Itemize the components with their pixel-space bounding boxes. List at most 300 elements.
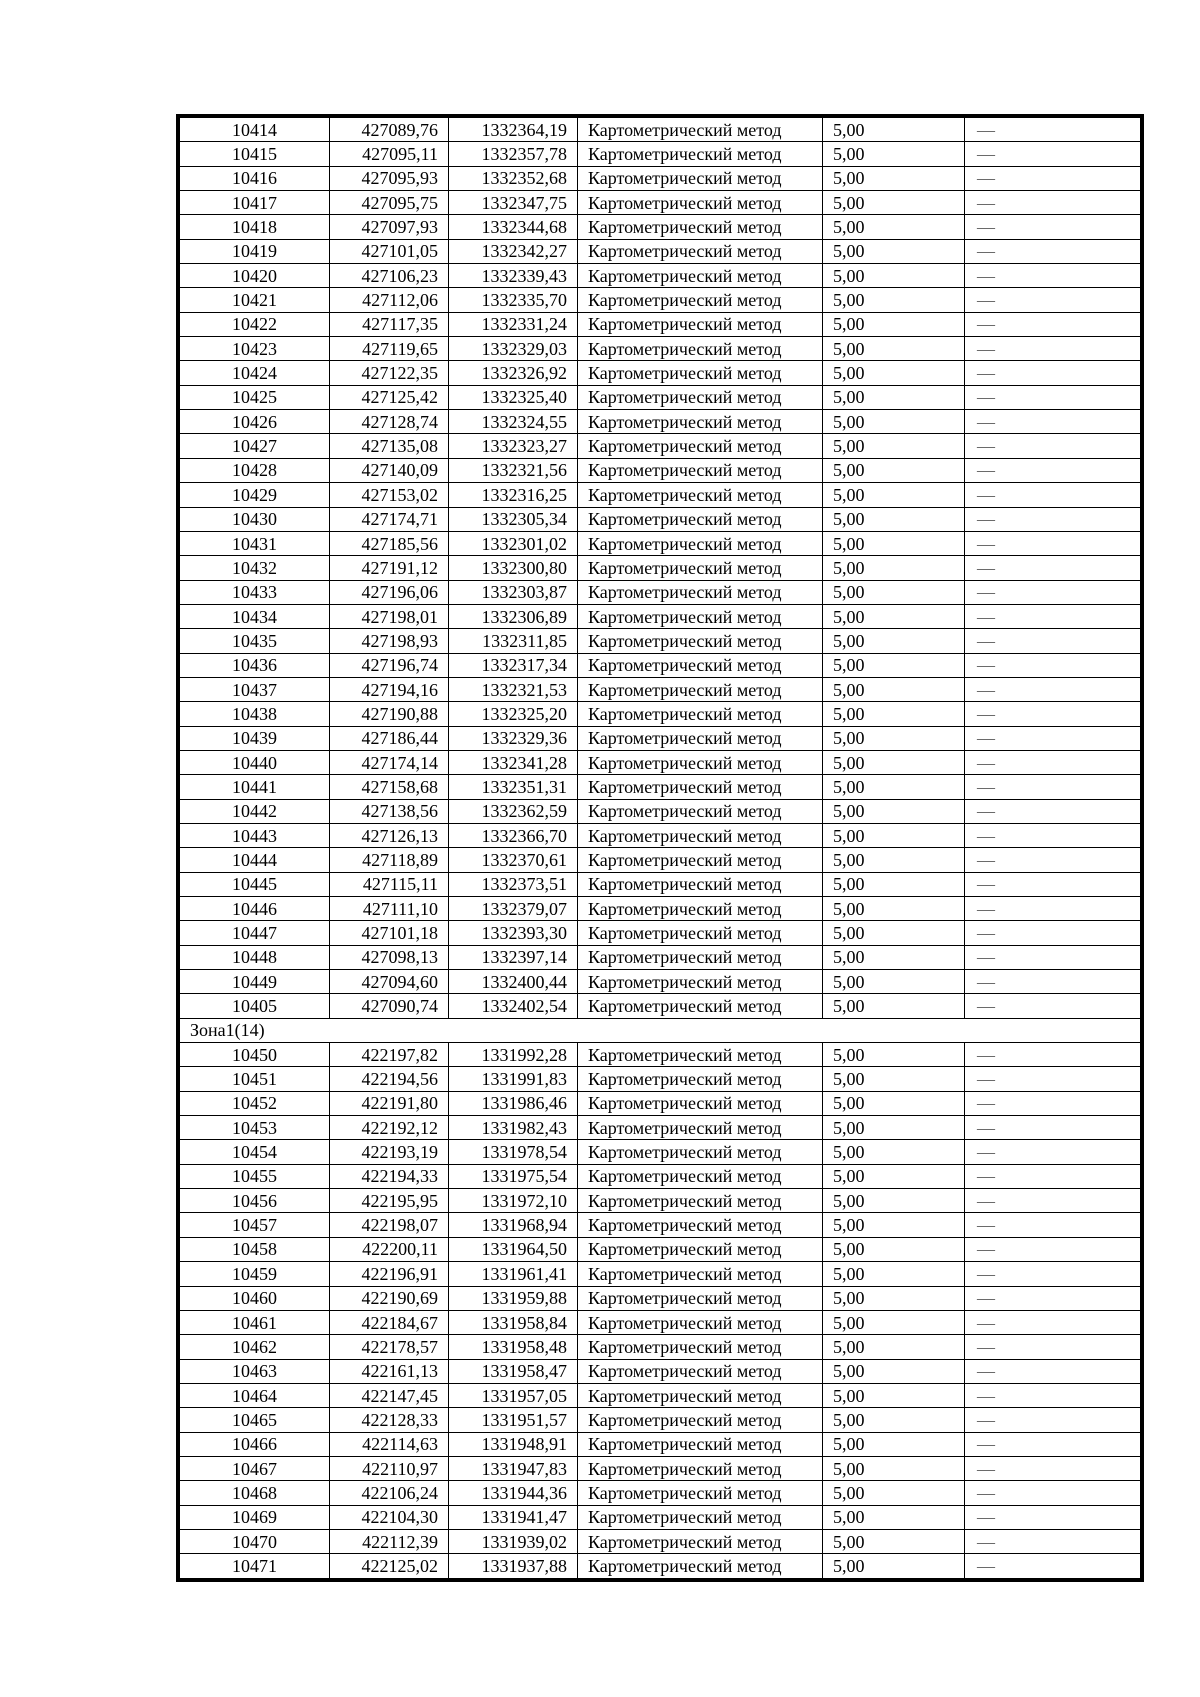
description-cell: — <box>965 1164 1141 1188</box>
method-cell: Картометрический метод <box>578 1091 823 1115</box>
x-coordinate-cell: 422200,11 <box>330 1237 449 1261</box>
point-number-cell: 10432 <box>180 556 330 580</box>
point-number-cell: 10415 <box>180 142 330 166</box>
description-cell: — <box>965 775 1141 799</box>
table-row <box>180 1067 1141 1091</box>
description-cell: — <box>965 1481 1141 1505</box>
x-coordinate-cell: 422192,12 <box>330 1116 449 1140</box>
y-coordinate-cell: 1331958,48 <box>449 1335 578 1359</box>
description-cell: — <box>965 653 1141 677</box>
accuracy-cell: 5,00 <box>823 1140 965 1164</box>
accuracy-cell: 5,00 <box>823 945 965 969</box>
description-cell: — <box>965 1213 1141 1237</box>
method-cell: Картометрический метод <box>578 1164 823 1188</box>
description-cell: — <box>965 1237 1141 1261</box>
coordinates-table-body <box>180 118 1141 1579</box>
description-cell: — <box>965 191 1141 215</box>
point-number-cell: 10434 <box>180 604 330 628</box>
description-cell: — <box>965 507 1141 531</box>
description-cell: — <box>965 921 1141 945</box>
table-row <box>180 823 1141 847</box>
accuracy-cell: 5,00 <box>823 1529 965 1553</box>
x-coordinate-cell: 427101,18 <box>330 921 449 945</box>
table-row <box>180 215 1141 239</box>
table-row <box>180 1237 1141 1261</box>
accuracy-cell: 5,00 <box>823 239 965 263</box>
accuracy-cell: 5,00 <box>823 1262 965 1286</box>
point-number-cell: 10465 <box>180 1408 330 1432</box>
table-row <box>180 872 1141 896</box>
x-coordinate-cell: 427122,35 <box>330 361 449 385</box>
accuracy-cell: 5,00 <box>823 1189 965 1213</box>
method-cell: Картометрический метод <box>578 507 823 531</box>
x-coordinate-cell: 427198,01 <box>330 604 449 628</box>
accuracy-cell: 5,00 <box>823 1456 965 1480</box>
point-number-cell: 10448 <box>180 945 330 969</box>
table-row <box>180 312 1141 336</box>
x-coordinate-cell: 427128,74 <box>330 410 449 434</box>
table-row <box>180 118 1141 142</box>
x-coordinate-cell: 422128,33 <box>330 1408 449 1432</box>
table-row <box>180 580 1141 604</box>
table-row <box>180 166 1141 190</box>
table-row <box>180 288 1141 312</box>
table-row <box>180 1091 1141 1115</box>
point-number-cell: 10463 <box>180 1359 330 1383</box>
method-cell: Картометрический метод <box>578 483 823 507</box>
method-cell: Картометрический метод <box>578 1529 823 1553</box>
accuracy-cell: 5,00 <box>823 312 965 336</box>
x-coordinate-cell: 422194,56 <box>330 1067 449 1091</box>
y-coordinate-cell: 1331975,54 <box>449 1164 578 1188</box>
y-coordinate-cell: 1332366,70 <box>449 823 578 847</box>
x-coordinate-cell: 427095,75 <box>330 191 449 215</box>
point-number-cell: 10471 <box>180 1554 330 1578</box>
coordinates-table-container <box>176 114 1144 1582</box>
x-coordinate-cell: 422193,19 <box>330 1140 449 1164</box>
point-number-cell: 10458 <box>180 1237 330 1261</box>
accuracy-cell: 5,00 <box>823 726 965 750</box>
y-coordinate-cell: 1331941,47 <box>449 1505 578 1529</box>
table-row <box>180 434 1141 458</box>
y-coordinate-cell: 1331944,36 <box>449 1481 578 1505</box>
point-number-cell: 10470 <box>180 1529 330 1553</box>
accuracy-cell: 5,00 <box>823 166 965 190</box>
x-coordinate-cell: 427101,05 <box>330 239 449 263</box>
x-coordinate-cell: 427094,60 <box>330 970 449 994</box>
x-coordinate-cell: 427112,06 <box>330 288 449 312</box>
method-cell: Картометрический метод <box>578 1213 823 1237</box>
table-row <box>180 264 1141 288</box>
y-coordinate-cell: 1332301,02 <box>449 531 578 555</box>
x-coordinate-cell: 427111,10 <box>330 897 449 921</box>
accuracy-cell: 5,00 <box>823 970 965 994</box>
table-row <box>180 1554 1141 1578</box>
method-cell: Картометрический метод <box>578 361 823 385</box>
table-row <box>180 750 1141 774</box>
accuracy-cell: 5,00 <box>823 1043 965 1067</box>
description-cell: — <box>965 1505 1141 1529</box>
method-cell: Картометрический метод <box>578 1554 823 1578</box>
method-cell: Картометрический метод <box>578 337 823 361</box>
accuracy-cell: 5,00 <box>823 337 965 361</box>
y-coordinate-cell: 1331968,94 <box>449 1213 578 1237</box>
y-coordinate-cell: 1331958,84 <box>449 1310 578 1334</box>
description-cell: — <box>965 337 1141 361</box>
x-coordinate-cell: 427186,44 <box>330 726 449 750</box>
table-row <box>180 945 1141 969</box>
description-cell: — <box>965 1529 1141 1553</box>
accuracy-cell: 5,00 <box>823 1383 965 1407</box>
point-number-cell: 10405 <box>180 994 330 1018</box>
method-cell: Картометрический метод <box>578 410 823 434</box>
y-coordinate-cell: 1332397,14 <box>449 945 578 969</box>
x-coordinate-cell: 422196,91 <box>330 1262 449 1286</box>
description-cell: — <box>965 1262 1141 1286</box>
x-coordinate-cell: 427174,71 <box>330 507 449 531</box>
accuracy-cell: 5,00 <box>823 191 965 215</box>
x-coordinate-cell: 427106,23 <box>330 264 449 288</box>
table-row <box>180 897 1141 921</box>
accuracy-cell: 5,00 <box>823 458 965 482</box>
x-coordinate-cell: 427089,76 <box>330 118 449 142</box>
description-cell: — <box>965 897 1141 921</box>
y-coordinate-cell: 1331978,54 <box>449 1140 578 1164</box>
method-cell: Картометрический метод <box>578 531 823 555</box>
accuracy-cell: 5,00 <box>823 1213 965 1237</box>
method-cell: Картометрический метод <box>578 1116 823 1140</box>
description-cell: — <box>965 945 1141 969</box>
accuracy-cell: 5,00 <box>823 677 965 701</box>
accuracy-cell: 5,00 <box>823 361 965 385</box>
method-cell: Картометрический метод <box>578 1432 823 1456</box>
point-number-cell: 10416 <box>180 166 330 190</box>
method-cell: Картометрический метод <box>578 653 823 677</box>
y-coordinate-cell: 1332329,03 <box>449 337 578 361</box>
x-coordinate-cell: 427194,16 <box>330 677 449 701</box>
y-coordinate-cell: 1332316,25 <box>449 483 578 507</box>
y-coordinate-cell: 1332342,27 <box>449 239 578 263</box>
y-coordinate-cell: 1332303,87 <box>449 580 578 604</box>
point-number-cell: 10433 <box>180 580 330 604</box>
point-number-cell: 10435 <box>180 629 330 653</box>
table-row <box>180 994 1141 1018</box>
point-number-cell: 10443 <box>180 823 330 847</box>
method-cell: Картометрический метод <box>578 994 823 1018</box>
table-row <box>180 361 1141 385</box>
table-row <box>180 604 1141 628</box>
point-number-cell: 10441 <box>180 775 330 799</box>
x-coordinate-cell: 422112,39 <box>330 1529 449 1553</box>
y-coordinate-cell: 1332324,55 <box>449 410 578 434</box>
description-cell: — <box>965 118 1141 142</box>
accuracy-cell: 5,00 <box>823 531 965 555</box>
point-number-cell: 10466 <box>180 1432 330 1456</box>
table-row <box>180 921 1141 945</box>
x-coordinate-cell: 427098,13 <box>330 945 449 969</box>
description-cell: — <box>965 1383 1141 1407</box>
table-row <box>180 1456 1141 1480</box>
x-coordinate-cell: 427158,68 <box>330 775 449 799</box>
y-coordinate-cell: 1332311,85 <box>449 629 578 653</box>
method-cell: Картометрический метод <box>578 1335 823 1359</box>
accuracy-cell: 5,00 <box>823 1116 965 1140</box>
accuracy-cell: 5,00 <box>823 1310 965 1334</box>
y-coordinate-cell: 1332347,75 <box>449 191 578 215</box>
accuracy-cell: 5,00 <box>823 483 965 507</box>
x-coordinate-cell: 427118,89 <box>330 848 449 872</box>
accuracy-cell: 5,00 <box>823 385 965 409</box>
description-cell: — <box>965 994 1141 1018</box>
x-coordinate-cell: 427198,93 <box>330 629 449 653</box>
point-number-cell: 10461 <box>180 1310 330 1334</box>
x-coordinate-cell: 422110,97 <box>330 1456 449 1480</box>
description-cell: — <box>965 1091 1141 1115</box>
point-number-cell: 10446 <box>180 897 330 921</box>
method-cell: Картометрический метод <box>578 726 823 750</box>
x-coordinate-cell: 427190,88 <box>330 702 449 726</box>
description-cell: — <box>965 1286 1141 1310</box>
point-number-cell: 10424 <box>180 361 330 385</box>
table-row <box>180 483 1141 507</box>
table-row <box>180 410 1141 434</box>
accuracy-cell: 5,00 <box>823 1481 965 1505</box>
y-coordinate-cell: 1332370,61 <box>449 848 578 872</box>
method-cell: Картометрический метод <box>578 1043 823 1067</box>
y-coordinate-cell: 1331939,02 <box>449 1529 578 1553</box>
accuracy-cell: 5,00 <box>823 750 965 774</box>
x-coordinate-cell: 427097,93 <box>330 215 449 239</box>
point-number-cell: 10414 <box>180 118 330 142</box>
table-row <box>180 239 1141 263</box>
accuracy-cell: 5,00 <box>823 1067 965 1091</box>
accuracy-cell: 5,00 <box>823 264 965 288</box>
y-coordinate-cell: 1332326,92 <box>449 361 578 385</box>
method-cell: Картометрический метод <box>578 264 823 288</box>
method-cell: Картометрический метод <box>578 1140 823 1164</box>
x-coordinate-cell: 422178,57 <box>330 1335 449 1359</box>
y-coordinate-cell: 1332357,78 <box>449 142 578 166</box>
method-cell: Картометрический метод <box>578 702 823 726</box>
accuracy-cell: 5,00 <box>823 848 965 872</box>
y-coordinate-cell: 1332339,43 <box>449 264 578 288</box>
point-number-cell: 10455 <box>180 1164 330 1188</box>
y-coordinate-cell: 1332306,89 <box>449 604 578 628</box>
method-cell: Картометрический метод <box>578 118 823 142</box>
description-cell: — <box>965 312 1141 336</box>
x-coordinate-cell: 427090,74 <box>330 994 449 1018</box>
x-coordinate-cell: 427126,13 <box>330 823 449 847</box>
method-cell: Картометрический метод <box>578 848 823 872</box>
table-row <box>180 1310 1141 1334</box>
point-number-cell: 10419 <box>180 239 330 263</box>
point-number-cell: 10469 <box>180 1505 330 1529</box>
description-cell: — <box>965 142 1141 166</box>
accuracy-cell: 5,00 <box>823 775 965 799</box>
method-cell: Картометрический метод <box>578 775 823 799</box>
y-coordinate-cell: 1331992,28 <box>449 1043 578 1067</box>
y-coordinate-cell: 1332341,28 <box>449 750 578 774</box>
accuracy-cell: 5,00 <box>823 1286 965 1310</box>
description-cell: — <box>965 531 1141 555</box>
point-number-cell: 10447 <box>180 921 330 945</box>
method-cell: Картометрический метод <box>578 945 823 969</box>
description-cell: — <box>965 726 1141 750</box>
method-cell: Картометрический метод <box>578 288 823 312</box>
zone-label: Зона1(14) <box>180 1018 1141 1042</box>
description-cell: — <box>965 799 1141 823</box>
x-coordinate-cell: 427119,65 <box>330 337 449 361</box>
description-cell: — <box>965 1043 1141 1067</box>
point-number-cell: 10468 <box>180 1481 330 1505</box>
table-row <box>180 1140 1141 1164</box>
table-row <box>180 385 1141 409</box>
y-coordinate-cell: 1332351,31 <box>449 775 578 799</box>
method-cell: Картометрический метод <box>578 1262 823 1286</box>
table-row <box>180 1529 1141 1553</box>
method-cell: Картометрический метод <box>578 1505 823 1529</box>
table-row <box>180 726 1141 750</box>
point-number-cell: 10423 <box>180 337 330 361</box>
y-coordinate-cell: 1332331,24 <box>449 312 578 336</box>
y-coordinate-cell: 1331986,46 <box>449 1091 578 1115</box>
method-cell: Картометрический метод <box>578 385 823 409</box>
accuracy-cell: 5,00 <box>823 1359 965 1383</box>
accuracy-cell: 5,00 <box>823 580 965 604</box>
point-number-cell: 10440 <box>180 750 330 774</box>
description-cell: — <box>965 166 1141 190</box>
table-row <box>180 677 1141 701</box>
point-number-cell: 10464 <box>180 1383 330 1407</box>
x-coordinate-cell: 427174,14 <box>330 750 449 774</box>
accuracy-cell: 5,00 <box>823 1554 965 1578</box>
method-cell: Картометрический метод <box>578 1481 823 1505</box>
point-number-cell: 10430 <box>180 507 330 531</box>
y-coordinate-cell: 1331972,10 <box>449 1189 578 1213</box>
description-cell: — <box>965 1432 1141 1456</box>
x-coordinate-cell: 422106,24 <box>330 1481 449 1505</box>
description-cell: — <box>965 434 1141 458</box>
x-coordinate-cell: 422194,33 <box>330 1164 449 1188</box>
table-row <box>180 191 1141 215</box>
accuracy-cell: 5,00 <box>823 410 965 434</box>
description-cell: — <box>965 580 1141 604</box>
y-coordinate-cell: 1332321,56 <box>449 458 578 482</box>
point-number-cell: 10426 <box>180 410 330 434</box>
y-coordinate-cell: 1331948,91 <box>449 1432 578 1456</box>
table-row <box>180 142 1141 166</box>
description-cell: — <box>965 1310 1141 1334</box>
description-cell: — <box>965 1140 1141 1164</box>
method-cell: Картометрический метод <box>578 191 823 215</box>
y-coordinate-cell: 1332325,20 <box>449 702 578 726</box>
point-number-cell: 10460 <box>180 1286 330 1310</box>
y-coordinate-cell: 1331958,47 <box>449 1359 578 1383</box>
y-coordinate-cell: 1331961,41 <box>449 1262 578 1286</box>
point-number-cell: 10462 <box>180 1335 330 1359</box>
x-coordinate-cell: 427095,93 <box>330 166 449 190</box>
description-cell: — <box>965 288 1141 312</box>
table-row <box>180 1189 1141 1213</box>
accuracy-cell: 5,00 <box>823 556 965 580</box>
description-cell: — <box>965 702 1141 726</box>
y-coordinate-cell: 1332362,59 <box>449 799 578 823</box>
x-coordinate-cell: 422195,95 <box>330 1189 449 1213</box>
table-row <box>180 1262 1141 1286</box>
accuracy-cell: 5,00 <box>823 872 965 896</box>
table-row <box>180 799 1141 823</box>
point-number-cell: 10459 <box>180 1262 330 1286</box>
method-cell: Картометрический метод <box>578 872 823 896</box>
accuracy-cell: 5,00 <box>823 897 965 921</box>
method-cell: Картометрический метод <box>578 1286 823 1310</box>
x-coordinate-cell: 422197,82 <box>330 1043 449 1067</box>
accuracy-cell: 5,00 <box>823 118 965 142</box>
table-row <box>180 1505 1141 1529</box>
description-cell: — <box>965 556 1141 580</box>
method-cell: Картометрический метод <box>578 677 823 701</box>
point-number-cell: 10429 <box>180 483 330 507</box>
point-number-cell: 10452 <box>180 1091 330 1115</box>
description-cell: — <box>965 239 1141 263</box>
zone-header-row <box>180 1018 1141 1042</box>
y-coordinate-cell: 1332323,27 <box>449 434 578 458</box>
accuracy-cell: 5,00 <box>823 1505 965 1529</box>
point-number-cell: 10445 <box>180 872 330 896</box>
point-number-cell: 10421 <box>180 288 330 312</box>
y-coordinate-cell: 1331937,88 <box>449 1554 578 1578</box>
y-coordinate-cell: 1332321,53 <box>449 677 578 701</box>
method-cell: Картометрический метод <box>578 629 823 653</box>
description-cell: — <box>965 677 1141 701</box>
description-cell: — <box>965 872 1141 896</box>
y-coordinate-cell: 1332329,36 <box>449 726 578 750</box>
y-coordinate-cell: 1332402,54 <box>449 994 578 1018</box>
accuracy-cell: 5,00 <box>823 823 965 847</box>
y-coordinate-cell: 1331982,43 <box>449 1116 578 1140</box>
x-coordinate-cell: 422184,67 <box>330 1310 449 1334</box>
description-cell: — <box>965 1554 1141 1578</box>
accuracy-cell: 5,00 <box>823 1432 965 1456</box>
method-cell: Картометрический метод <box>578 1383 823 1407</box>
x-coordinate-cell: 427196,06 <box>330 580 449 604</box>
method-cell: Картометрический метод <box>578 434 823 458</box>
point-number-cell: 10439 <box>180 726 330 750</box>
description-cell: — <box>965 848 1141 872</box>
method-cell: Картометрический метод <box>578 458 823 482</box>
description-cell: — <box>965 1456 1141 1480</box>
table-row <box>180 848 1141 872</box>
description-cell: — <box>965 1189 1141 1213</box>
accuracy-cell: 5,00 <box>823 604 965 628</box>
method-cell: Картометрический метод <box>578 897 823 921</box>
description-cell: — <box>965 1408 1141 1432</box>
method-cell: Картометрический метод <box>578 580 823 604</box>
y-coordinate-cell: 1332379,07 <box>449 897 578 921</box>
method-cell: Картометрический метод <box>578 239 823 263</box>
accuracy-cell: 5,00 <box>823 1091 965 1115</box>
accuracy-cell: 5,00 <box>823 507 965 531</box>
method-cell: Картометрический метод <box>578 823 823 847</box>
point-number-cell: 10457 <box>180 1213 330 1237</box>
x-coordinate-cell: 427191,12 <box>330 556 449 580</box>
description-cell: — <box>965 264 1141 288</box>
description-cell: — <box>965 483 1141 507</box>
x-coordinate-cell: 427138,56 <box>330 799 449 823</box>
table-row <box>180 337 1141 361</box>
method-cell: Картометрический метод <box>578 215 823 239</box>
x-coordinate-cell: 427117,35 <box>330 312 449 336</box>
